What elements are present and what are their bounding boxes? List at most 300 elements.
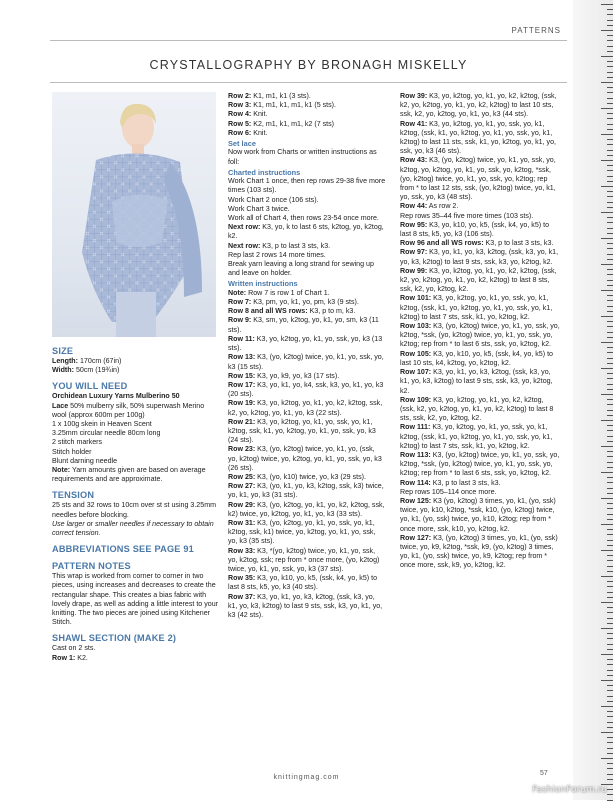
- ruler-tick: [607, 363, 613, 364]
- instruction-line: [228, 120, 386, 129]
- instruction-text: 50% mulberry silk, 50% superwash Merino wool (approx 600m per 100g): [52, 401, 205, 419]
- ruler-tick: [607, 742, 613, 743]
- section-heading: PATTERN NOTES: [52, 561, 131, 572]
- ruler-tick: [607, 181, 613, 182]
- ruler-tick: [601, 628, 613, 629]
- instruction-line: [228, 445, 386, 473]
- ruler-tick: [601, 160, 613, 161]
- model-wrap-illustration: [52, 92, 216, 337]
- instruction-label: Length:: [52, 357, 79, 365]
- sub-heading: Set lace: [228, 139, 256, 149]
- ruler-tick: [601, 186, 613, 187]
- instruction-text: K3, yo, k2tog, yo, k1, yo, k2, k2tog, ssk, k2, yo, k2tog, yo, k1, yo, k3 (22 sts).: [228, 399, 383, 417]
- instruction-text: K2, m1, k1, m1, k2 (7 sts): [251, 119, 335, 128]
- ruler-tick: [607, 259, 613, 260]
- ruler-tick: [607, 482, 613, 483]
- section-heading: SHAWL SECTION (MAKE 2): [52, 633, 177, 644]
- instruction-text: This wrap is worked from corner to corner in two pieces, using increases and decreases to create the rectangular shape. This creates a bias fabric with lovely drape, as well as adding a little interest to your knitting. The two pieces are joined using Kitchener Stitch.: [52, 572, 219, 627]
- instruction-label: Row 19:: [228, 399, 256, 408]
- instruction-line: [400, 322, 560, 350]
- ruler-tick: [601, 654, 613, 655]
- ruler-tick: [601, 134, 613, 135]
- instruction-text: K3, (yo, k2tog, yo, k1, yo, ssk, yo, k1, k2tog, ssk, k1) twice, yo, k2tog, yo, k1, yo, ssk, yo, k3 (35 sts).: [228, 518, 376, 546]
- instruction-label: Row 27:: [228, 482, 256, 491]
- ruler-tick: [607, 61, 613, 62]
- ruler-tick: [601, 550, 613, 551]
- ruler-tick: [607, 430, 613, 431]
- instruction-line: [400, 239, 560, 248]
- instruction-text: 1 x 100g skein in Heaven Scent: [52, 420, 152, 429]
- ruler-tick: [607, 477, 613, 478]
- instruction-line: [228, 418, 386, 446]
- instruction-text: K3, yo, k2tog, yo, k1, yo, k2, k2tog, (ssk, k2, yo, k2tog, yo, k1, yo, k2, k2tog) to last 8 sts, ssk, k2, yo, k2tog, k2.: [400, 266, 557, 294]
- ruler-tick: [607, 352, 613, 353]
- instruction-line: [400, 534, 560, 571]
- ruler-tick: [601, 394, 613, 395]
- ruler-tick: [607, 488, 613, 489]
- instruction-text: K3, pm, yo, k1, yo, pm, k3 (9 sts).: [251, 298, 359, 307]
- instruction-text: K1, m1, k1 (3 sts).: [251, 92, 311, 100]
- instruction-line: [400, 267, 560, 295]
- instruction-label: Row 127:: [400, 533, 432, 542]
- ruler-tick: [607, 534, 613, 535]
- ruler-tick: [601, 4, 613, 5]
- ruler-tick: [607, 493, 613, 494]
- instruction-line: [228, 381, 386, 399]
- ruler-tick: [607, 649, 613, 650]
- ruler-tick: [601, 602, 613, 603]
- instruction-line: [52, 457, 220, 466]
- ruler-tick: [601, 576, 613, 577]
- ruler-tick: [607, 347, 613, 348]
- instruction-label: Row 33:: [228, 546, 256, 555]
- ruler-tick: [607, 560, 613, 561]
- instruction-line: [228, 574, 386, 592]
- instruction-label: Row 17:: [228, 380, 256, 389]
- ruler-tick: [607, 217, 613, 218]
- instruction-label: Row 29:: [228, 500, 256, 509]
- instruction-label: Row 113:: [400, 450, 431, 459]
- instruction-label: Row 13:: [228, 353, 256, 362]
- ruler-tick: [607, 696, 613, 697]
- instruction-line: [52, 420, 220, 429]
- instruction-text: K3, yo, k1, yo, k3, k2tog, (ssk, k3, yo, k1, yo, k3, k2tog) to last 9 sts, ssk, k3, yo, k1, yo, k3 (42 sts).: [228, 592, 383, 619]
- instruction-line: [52, 644, 220, 653]
- instruction-line: [228, 129, 386, 138]
- instruction-line: [52, 654, 220, 663]
- instruction-text: Blunt darning needle: [52, 456, 118, 465]
- instruction-label: Orchidean Luxury Yarns Mulberino 50: [52, 392, 180, 401]
- ruler-tick: [607, 139, 613, 140]
- instruction-text: K3, p to last 3 sts, k3.: [430, 478, 501, 487]
- instruction-text: K3, yo, k1, yo, k3, k2tog, (ssk, k3, yo, k1, yo, k3, k2tog) to last 9 sts, ssk, k3, yo, k2tog, k2.: [400, 368, 553, 395]
- ruler-tick: [607, 14, 613, 15]
- instruction-label: Row 4:: [228, 110, 252, 119]
- instruction-label: Row 103:: [400, 322, 432, 331]
- ruler-tick: [607, 675, 613, 676]
- ruler-tick: [607, 555, 613, 556]
- ruler-tick: [607, 451, 613, 452]
- ruler-tick: [601, 446, 613, 447]
- column-right: [400, 92, 560, 571]
- instruction-label: Lace: [52, 401, 69, 410]
- ruler-tick: [601, 524, 613, 525]
- instruction-line: [228, 251, 386, 260]
- ruler-tick: [607, 456, 613, 457]
- ruler-tick: [607, 623, 613, 624]
- ruler-tick: [607, 295, 613, 296]
- instruction-line: [228, 501, 386, 519]
- ruler-tick: [607, 155, 613, 156]
- instruction-label: Row 99:: [400, 266, 428, 275]
- ruler-tick: [601, 342, 613, 343]
- ruler-tick: [601, 368, 613, 369]
- ruler-tick: [607, 404, 613, 405]
- ruler-tick: [607, 618, 613, 619]
- instruction-text: K3, yo, k9, yo, k3 (17 sts).: [255, 371, 340, 380]
- ruler-tick: [607, 170, 613, 171]
- ruler-tick: [601, 56, 613, 57]
- instruction-line: [52, 357, 220, 366]
- ruler-tick: [607, 248, 613, 249]
- instruction-text: K3, (yo, k2tog) twice, yo, k1, yo, ssk, yo, k2tog, *ssk, (yo, k2tog) twice, yo, k1, yo, ssk, yo, k2tog; rep from * to last 6 sts, ssk, yo, k2tog, k2.: [400, 322, 560, 349]
- ruler-tick: [601, 108, 613, 109]
- instruction-text: Rep rows 35–44 five more times (103 sts).: [400, 211, 534, 220]
- instruction-line: [228, 298, 386, 307]
- instruction-text: K3, yo, k2tog, yo, k1, yo, ssk, yo, k1, k2tog, (ssk, k1, yo, k2tog, yo, k1, yo, ssk, yo, k1, k2tog) to last 7 sts, ssk, k1, yo, k2tog, k2.: [400, 294, 553, 321]
- ruler-tick: [607, 508, 613, 509]
- instruction-line: [52, 501, 220, 519]
- instruction-line: [400, 423, 560, 451]
- instruction-line: [400, 221, 560, 239]
- ruler-tick: [607, 40, 613, 41]
- ruler-tick: [607, 607, 613, 608]
- instruction-line: [228, 110, 386, 119]
- instruction-label: Row 41:: [400, 119, 428, 128]
- ruler-tick: [607, 727, 613, 728]
- instruction-text: K3, (yo, k2tog) twice, yo, k1, yo, (ssk, yo, k2tog) twice, yo, k2tog, yo, k1, yo, ssk, yo, k3 (26 sts).: [228, 445, 382, 472]
- instruction-line: [228, 372, 386, 381]
- instruction-line: [228, 242, 386, 251]
- instruction-label: Row 15:: [228, 371, 256, 380]
- ruler-tick: [607, 716, 613, 717]
- ruler-tick: [607, 384, 613, 385]
- section-heading: SIZE: [52, 346, 74, 356]
- ruler-tick: [607, 191, 613, 192]
- measuring-ruler: [573, 0, 613, 800]
- instruction-line: [228, 101, 386, 110]
- instruction-label: Row 37:: [228, 592, 256, 601]
- instruction-label: Row 35:: [228, 574, 256, 583]
- ruler-tick: [601, 316, 613, 317]
- ruler-tick: [607, 425, 613, 426]
- instruction-text: K3, (yo, k2tog) twice, yo, k1, yo, ssk, yo, k3 (15 sts).: [228, 353, 384, 371]
- instruction-text: K3, sm, yo, k2tog, yo, k1, yo, sm, k3 (11 sts).: [228, 316, 379, 334]
- ruler-tick: [607, 664, 613, 665]
- ruler-tick: [607, 51, 613, 52]
- instruction-text: K3, (yo, k2tog) 3 times, yo, k1, (yo, ssk) twice, yo, k9, k2tog, *ssk, k9, (yo, k2tog) 3 times, yo, k1, (yo, ssk) twice, yo, k9, k2tog; rep from * once more, ssk, k9, yo, k2tog, k2.: [400, 533, 558, 570]
- instruction-text: K3, (yo, k1, yo, k3, k2tog, ssk, k3) twice, yo, k1, yo, k3 (31 sts).: [228, 482, 384, 500]
- instruction-text: Yarn amounts given are based on average requirements and are approximate.: [52, 466, 206, 484]
- ruler-tick: [607, 467, 613, 468]
- ruler-tick: [607, 46, 613, 47]
- instruction-text: K3, yo, k2tog, yo, k1, yo, ssk, yo, k1, k2tog, ssk, k1, yo, k2tog, yo, k1, yo, ssk, yo, k3 (24 sts).: [228, 417, 376, 445]
- ruler-tick: [607, 378, 613, 379]
- footer-url[interactable]: knittingmag.com: [273, 774, 340, 781]
- ruler-tick: [607, 358, 613, 359]
- instruction-text: Knit.: [251, 128, 268, 137]
- ruler-tick: [607, 441, 613, 442]
- ruler-tick: [607, 332, 613, 333]
- instruction-text: K3, *(yo, k2tog) twice, yo, k1, yo, ssk, yo, k2tog, ssk; rep from * once more, (yo, k2tog) twice, yo, k1, yo, ssk, yo, k3 (37 sts).: [228, 546, 380, 573]
- ruler-tick: [607, 529, 613, 530]
- ruler-tick: [607, 25, 613, 26]
- ruler-tick: [607, 243, 613, 244]
- instruction-line: [400, 248, 560, 266]
- ruler-tick: [607, 103, 613, 104]
- ruler-tick: [607, 165, 613, 166]
- instruction-text: As row 2.: [427, 202, 459, 211]
- instruction-label: Row 21:: [228, 417, 256, 426]
- ruler-tick: [607, 571, 613, 572]
- ruler-tick: [607, 66, 613, 67]
- column-middle: [228, 92, 386, 620]
- instruction-line: [400, 120, 560, 157]
- instruction-label: Row 43:: [400, 156, 428, 165]
- ruler-tick: [607, 113, 613, 114]
- ruler-tick: [607, 280, 613, 281]
- instruction-label: Row 2:: [228, 92, 252, 100]
- instruction-line: [400, 396, 560, 424]
- ruler-tick: [607, 373, 613, 374]
- ruler-tick: [607, 274, 613, 275]
- ruler-tick: [607, 222, 613, 223]
- ruler-tick: [607, 644, 613, 645]
- instruction-line: [400, 368, 560, 396]
- ruler-tick: [607, 233, 613, 234]
- instruction-line: [228, 547, 386, 575]
- ruler-tick: [601, 30, 613, 31]
- instruction-line: [400, 479, 560, 488]
- instruction-text: K3, yo, k2tog, yo, k1, yo, ssk, yo, k1, k2tog, (ssk, k1, yo, k2tog, yo, k1, yo, ssk, yo, k1, k2tog) to last 7 sts, ssk, k1, yo, k2tog, k2.: [400, 423, 553, 450]
- instruction-line: [400, 294, 560, 322]
- instruction-line: [228, 519, 386, 547]
- instruction-line: [228, 307, 386, 316]
- ruler-tick: [607, 92, 613, 93]
- ruler-tick: [607, 269, 613, 270]
- instruction-label: Row 111:: [400, 423, 431, 432]
- instruction-text: 170cm (67in): [78, 357, 122, 365]
- instruction-label: Note:: [228, 288, 247, 297]
- ruler-tick: [607, 399, 613, 400]
- instruction-text: K3, yo, k to last 6 sts, k2tog, yo, k2tog, k2.: [228, 223, 384, 241]
- ruler-tick: [607, 389, 613, 390]
- ruler-tick: [607, 176, 613, 177]
- instruction-line: [400, 202, 560, 211]
- instruction-label: Row 3:: [228, 101, 252, 110]
- instruction-label: Next row:: [228, 223, 261, 232]
- instruction-text: 25 sts and 32 rows to 10cm over st st using 3.25mm needles before blocking.: [52, 501, 217, 519]
- instruction-label: Row 1:: [52, 653, 76, 662]
- instruction-text: 50cm (19¾in): [74, 366, 120, 375]
- ruler-tick: [601, 758, 613, 759]
- instruction-label: Row 7:: [228, 298, 252, 307]
- instruction-text: K3, (yo, k2tog, yo, k1, yo, k2, k2tog, ssk, k2) twice, yo, k2tog, yo, k1, yo, k3 (33 sts).: [228, 500, 385, 518]
- top-divider: [50, 40, 567, 41]
- ruler-tick: [607, 638, 613, 639]
- ruler-tick: [607, 737, 613, 738]
- ruler-tick: [607, 794, 613, 795]
- sub-heading: Written instructions: [228, 279, 298, 289]
- ruler-tick: [607, 753, 613, 754]
- ruler-tick: [607, 285, 613, 286]
- ruler-tick: [607, 9, 613, 10]
- instruction-line: [228, 92, 386, 101]
- ruler-tick: [607, 35, 613, 36]
- ruler-tick: [607, 311, 613, 312]
- ruler-tick: [607, 685, 613, 686]
- ruler-tick: [607, 129, 613, 130]
- instruction-line: [400, 212, 560, 221]
- ruler-tick: [607, 670, 613, 671]
- section-heading: YOU WILL NEED: [52, 381, 128, 392]
- instruction-text: K3, yo, k10, yo, k5, (ssk, k4, yo, k5) to last 8 sts, k5, yo, k3 (40 sts).: [228, 574, 378, 592]
- instruction-line: [228, 473, 386, 482]
- instruction-text: K3, yo, k10, yo, k5, (ssk, k4, yo, k5) to last 8 sts, k5, yo, k3 (106 sts).: [400, 220, 550, 239]
- instruction-label: Row 11:: [228, 334, 255, 343]
- instruction-label: Row 5:: [228, 119, 252, 128]
- instruction-text: K3, yo, k2tog, yo, k1, yo, ssk, yo, k1, k2tog, (ssk, k1, yo, k2tog, yo, k1, yo, ssk, yo, k1, k2tog) to last 11 sts, ssk, k1, yo, k2tog, yo, k1, yo, ssk, yo, k3 (46 sts).: [400, 119, 556, 156]
- ruler-tick: [601, 706, 613, 707]
- ruler-tick: [607, 711, 613, 712]
- instruction-text: 3.25mm circular needle 80cm long: [52, 429, 161, 438]
- ruler-tick: [607, 566, 613, 567]
- instruction-text: Stitch holder: [52, 447, 92, 456]
- instruction-label: Row 97:: [400, 248, 428, 257]
- instruction-label: Row 107:: [400, 368, 432, 377]
- ruler-tick: [607, 144, 613, 145]
- instruction-text: K3, yo, k1, yo, k4, ssk, k3, yo, k1, yo, k3 (20 sts).: [228, 380, 384, 399]
- instruction-text: K3, p to last 3 sts, k3.: [260, 241, 331, 250]
- instruction-line: [400, 497, 560, 534]
- instruction-label: Row 8 and all WS rows:: [228, 307, 308, 316]
- ruler-tick: [607, 207, 613, 208]
- ruler-tick: [601, 212, 613, 213]
- instruction-text: K3, p to m, k3.: [307, 307, 356, 316]
- instruction-text: K3, yo, k2tog, yo, k1, yo, k2, k2tog, (ssk, k2, yo, k2tog, yo, k1, yo, k2, k2tog) to last 10 sts, ssk, k2, yo, k2tog, yo, k1, yo, k3 (44 sts).: [400, 92, 557, 119]
- instruction-label: Row 114:: [400, 478, 431, 487]
- instruction-text: Cast on 2 sts.: [52, 644, 96, 653]
- ruler-tick: [601, 238, 613, 239]
- instruction-line: [228, 335, 386, 353]
- ruler-tick: [607, 300, 613, 301]
- ruler-tick: [607, 722, 613, 723]
- ruler-tick: [607, 124, 613, 125]
- instruction-label: Row 95:: [400, 220, 428, 229]
- instruction-text: Work all of Chart 4, then rows 23-54 once more.: [228, 214, 379, 223]
- instruction-text: K1, m1, k1, m1, k1 (5 sts).: [251, 101, 337, 110]
- ruler-tick: [607, 768, 613, 769]
- ruler-tick: [607, 306, 613, 307]
- ruler-tick: [601, 82, 613, 83]
- ruler-tick: [607, 763, 613, 764]
- ruler-tick: [607, 150, 613, 151]
- sub-heading: Charted instructions: [228, 167, 301, 177]
- ruler-tick: [607, 774, 613, 775]
- instruction-line: [52, 448, 220, 457]
- instruction-label: Row 6:: [228, 128, 252, 137]
- instruction-text: K3 (yo, k2tog) 3 times, yo, k1, (yo, ssk) twice, yo, k10, k2tog, *ssk, k10, (yo, k2tog) twice, yo, k1, (yo, ssk) twice, yo, k10, k2tog; rep from * once more, ssk, k10, yo, k2tog, k2.: [400, 496, 556, 533]
- instruction-line: [228, 223, 386, 241]
- ruler-tick: [607, 118, 613, 119]
- instruction-text: Work Chart 2 once (106 sts).: [228, 195, 319, 204]
- instruction-text: Break yarn leaving a long strand for sewing up and leave on holder.: [228, 260, 374, 278]
- ruler-tick: [607, 701, 613, 702]
- ruler-tick: [607, 659, 613, 660]
- ruler-tick: [607, 87, 613, 88]
- instruction-line: [228, 260, 386, 278]
- instruction-label: Row 44:: [400, 202, 428, 211]
- instruction-label: Row 23:: [228, 445, 256, 454]
- instruction-line: [400, 156, 560, 202]
- ruler-tick: [601, 290, 613, 291]
- instruction-label: Row 101:: [400, 294, 432, 303]
- instruction-line: [228, 353, 386, 371]
- ruler-tick: [607, 410, 613, 411]
- ruler-tick: [607, 779, 613, 780]
- instruction-text: 2 stitch markers: [52, 438, 103, 447]
- instruction-text: K3, yo, k1, yo, k3, k2tog, (ssk, k3, yo, k1, yo, k3, k2tog) to last 9 sts, ssk, k3, yo, k2tog, k2.: [400, 248, 559, 266]
- instruction-line: [228, 399, 386, 417]
- instruction-line: [52, 402, 220, 420]
- instruction-line: [228, 289, 386, 298]
- ruler-tick: [607, 789, 613, 790]
- instruction-text: K3, (yo, k2tog) twice, yo, k1, yo, ssk, yo, k2tog, *ssk, (yo, k2tog) twice, yo, k1, yo, ssk, yo, k2tog; rep from * to last 6 sts, ssk, yo, k2tog, k2.: [400, 450, 560, 478]
- instruction-text: K3, p to last 3 sts, k3.: [483, 239, 554, 248]
- ruler-tick: [607, 519, 613, 520]
- instruction-label: Row 96 and all WS rows:: [400, 239, 484, 248]
- instruction-label: Row 9:: [228, 316, 252, 325]
- instruction-line: [52, 520, 220, 538]
- ruler-tick: [607, 326, 613, 327]
- ruler-tick: [601, 498, 613, 499]
- title-divider: [50, 82, 567, 83]
- instruction-line: [228, 316, 386, 334]
- instruction-label: Note:: [52, 466, 71, 475]
- ruler-tick: [607, 462, 613, 463]
- page-number: 57: [540, 770, 548, 777]
- ruler-tick: [607, 612, 613, 613]
- ruler-tick: [607, 77, 613, 78]
- ruler-tick: [601, 680, 613, 681]
- instruction-text: K3, yo, k10, yo, k5, (ssk, k4, yo, k5) to last 10 sts, k4, k2tog, yo, k2tog, k2.: [400, 349, 553, 367]
- model-photo: [52, 92, 216, 337]
- ruler-tick: [607, 597, 613, 598]
- instruction-line: [52, 366, 220, 375]
- instruction-text: K3, yo, k2tog, yo, k1, yo, ssk, yo, k3 (13 sts).: [228, 334, 383, 353]
- instruction-label: Row 109:: [400, 395, 432, 404]
- instruction-line: [228, 177, 386, 195]
- ruler-tick: [607, 586, 613, 587]
- ruler-tick: [607, 633, 613, 634]
- instruction-text: K2.: [75, 653, 88, 662]
- ruler-tick: [607, 514, 613, 515]
- watermark: FashionForum.ru: [532, 785, 607, 795]
- ruler-tick: [601, 472, 613, 473]
- instruction-text: Now work from Charts or written instructions as foll:: [228, 148, 377, 166]
- instruction-line: [228, 205, 386, 214]
- section-heading: ABBREVIATIONS SEE PAGE 91: [52, 544, 194, 555]
